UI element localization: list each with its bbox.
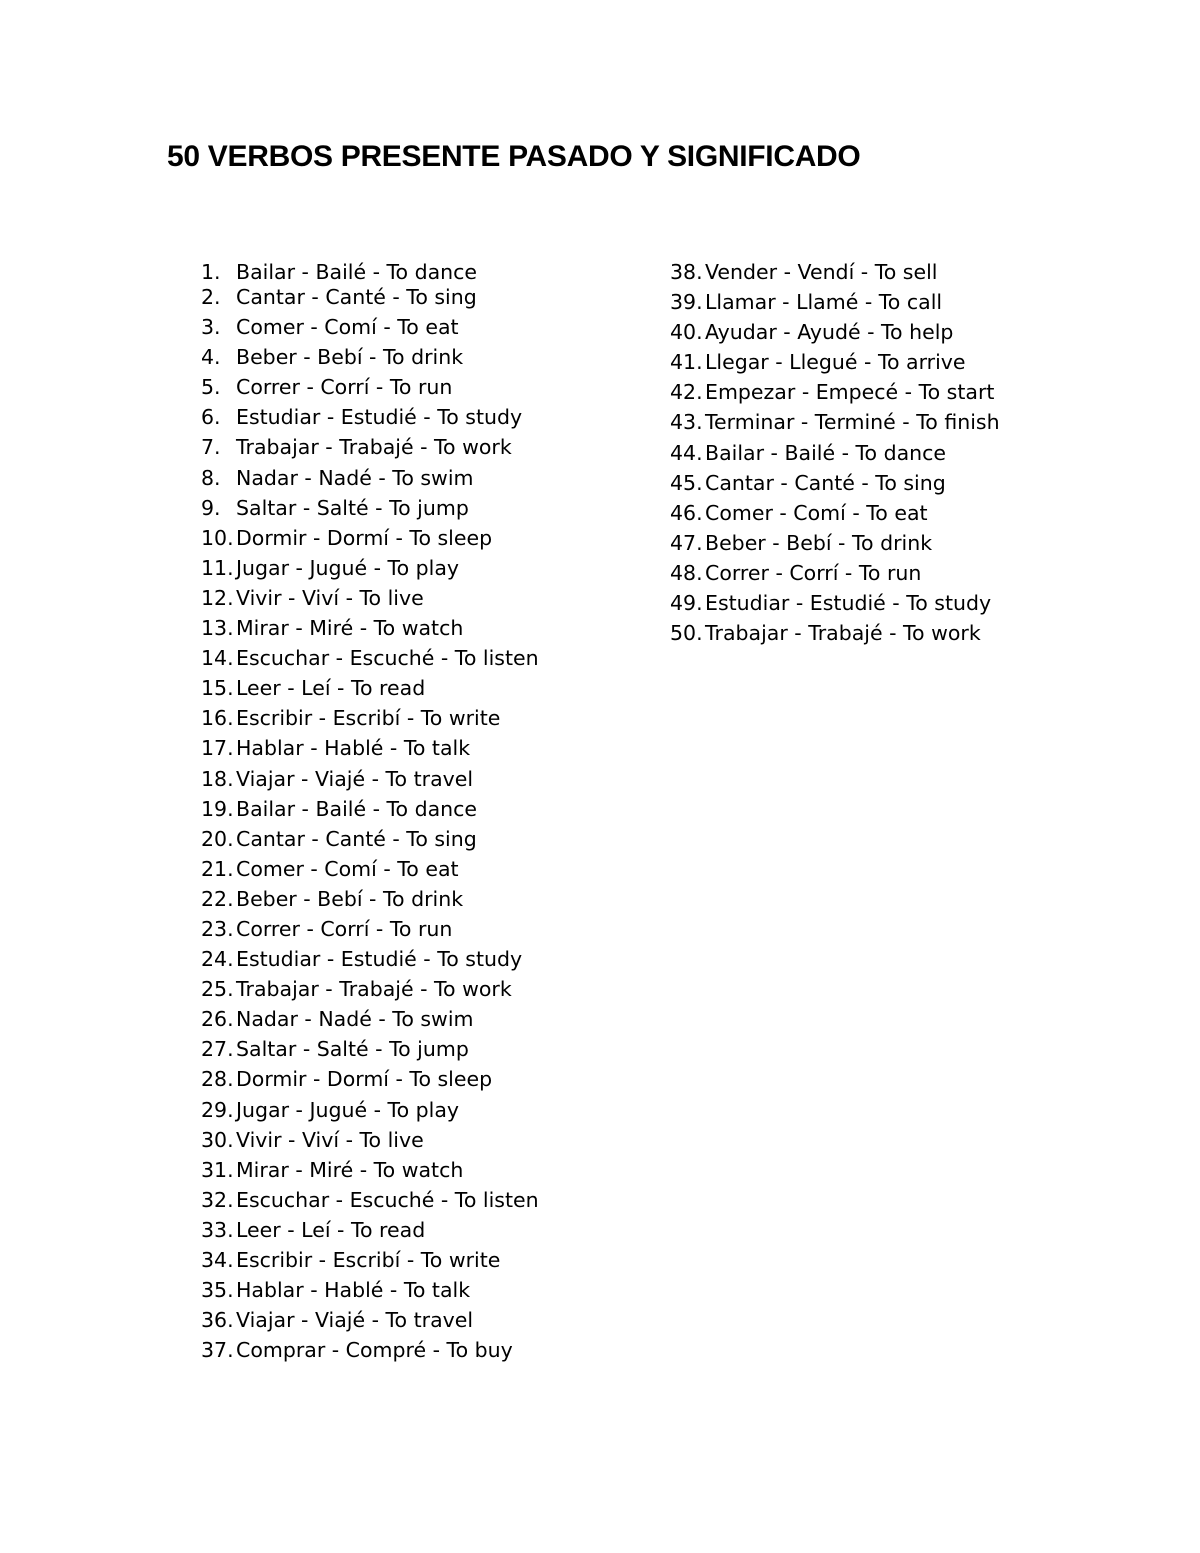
list-item	[670, 377, 1170, 407]
list-item-number: 46.	[670, 500, 703, 525]
list-item-number: 2.	[201, 285, 221, 309]
list-item-number: 19.	[201, 796, 234, 821]
list-item	[201, 1335, 661, 1365]
list-item-number: 27.	[201, 1037, 234, 1062]
list-item	[201, 1034, 661, 1064]
list-item	[670, 407, 1170, 437]
list-item-text: Cantar - Canté - To sing	[236, 285, 477, 309]
list-item-text: Leer - Leí - To read	[236, 1217, 426, 1242]
list-item-text: Bailar - Bailé - To dance	[236, 260, 478, 284]
list-item-number: 13.	[201, 616, 234, 641]
list-item	[670, 317, 1170, 347]
list-item-number: 30.	[201, 1127, 234, 1152]
list-item-text: Escribir - Escribí - To write	[236, 1248, 501, 1272]
list-item-text: Mirar - Miré - To watch	[236, 1157, 464, 1182]
list-item	[201, 1095, 661, 1125]
list-item	[201, 257, 661, 282]
list-item-text: Escuchar - Escuché - To listen	[236, 1187, 539, 1212]
page-title: 50 VERBOS PRESENTE PASADO Y SIGNIFICADO	[167, 140, 861, 173]
list-item-number: 45.	[670, 470, 703, 495]
list-item	[201, 884, 661, 914]
list-item	[201, 643, 661, 673]
list-item-number: 24.	[201, 947, 234, 972]
list-item-number: 29.	[201, 1097, 234, 1122]
list-item-number: 32.	[201, 1187, 234, 1212]
list-item	[201, 1155, 661, 1185]
list-item-text: Trabajar - Trabajé - To work	[236, 977, 512, 1002]
list-item-number: 25.	[201, 977, 234, 1002]
list-item-text: Escribir - Escribí - To write	[236, 706, 501, 731]
list-item-text: Terminar - Terminé - To finish	[705, 410, 1000, 435]
list-item	[201, 463, 661, 493]
list-item-number: 43.	[670, 410, 703, 435]
list-item-text: Bailar - Bailé - To dance	[236, 796, 478, 821]
list-item-number: 6.	[201, 405, 221, 430]
list-item-number: 33.	[201, 1217, 234, 1242]
list-item-text: Bailar - Bailé - To dance	[705, 440, 947, 465]
list-item-text: Leer - Leí - To read	[236, 676, 426, 701]
list-item	[670, 257, 1170, 287]
list-item	[201, 673, 661, 703]
list-item-text: Saltar - Salté - To jump	[236, 1037, 469, 1062]
list-item-text: Viajar - Viajé - To travel	[236, 766, 474, 791]
list-item-number: 16.	[201, 706, 234, 731]
list-item-number: 28.	[201, 1067, 234, 1092]
list-item	[201, 1245, 661, 1275]
list-item	[201, 493, 661, 523]
list-item	[201, 1275, 661, 1305]
list-item-text: Llamar - Llamé - To call	[705, 290, 943, 315]
list-item-number: 41.	[670, 350, 703, 375]
list-item-text: Mirar - Miré - To watch	[236, 616, 464, 641]
list-item	[201, 794, 661, 824]
list-item-text: Estudiar - Estudié - To study	[236, 947, 523, 972]
list-item-number: 36.	[201, 1308, 234, 1333]
list-item-text: Hablar - Hablé - To talk	[236, 736, 471, 761]
list-item-number: 50.	[670, 621, 703, 646]
list-item	[201, 402, 661, 432]
list-item	[201, 1305, 661, 1335]
list-item	[201, 312, 661, 342]
list-item	[670, 438, 1170, 468]
list-item-number: 5.	[201, 375, 221, 400]
list-item-text: Correr - Corrí - To run	[705, 560, 922, 585]
list-item-number: 35.	[201, 1278, 234, 1303]
list-item	[201, 854, 661, 884]
list-item-number: 42.	[670, 380, 703, 405]
list-item	[670, 588, 1170, 618]
list-item-number: 31.	[201, 1157, 234, 1182]
list-item	[670, 618, 1170, 648]
list-item-number: 11.	[201, 555, 234, 580]
list-item-text: Comer - Comí - To eat	[236, 315, 459, 340]
list-item	[201, 974, 661, 1004]
list-item-number: 14.	[201, 646, 234, 671]
list-item-text: Comprar - Compré - To buy	[236, 1338, 513, 1363]
list-item-number: 47.	[670, 530, 703, 555]
list-item-text: Vivir - Viví - To live	[236, 585, 424, 610]
list-item	[201, 613, 661, 643]
verb-list-left-column	[201, 257, 661, 1365]
list-item-text: Hablar - Hablé - To talk	[236, 1278, 471, 1303]
list-item-text: Dormir - Dormí - To sleep	[236, 525, 493, 550]
list-item-text: Nadar - Nadé - To swim	[236, 465, 474, 490]
list-item-text: Correr - Corrí - To run	[236, 375, 453, 400]
list-item-text: Vender - Vendí - To sell	[705, 260, 938, 284]
list-item	[201, 432, 661, 462]
list-item-number: 8.	[201, 465, 221, 490]
list-item	[670, 287, 1170, 317]
list-item-number: 1.	[201, 260, 221, 284]
list-item-text: Comer - Comí - To eat	[705, 500, 928, 525]
list-item-number: 48.	[670, 560, 703, 585]
list-item-number: 44.	[670, 440, 703, 465]
list-item-text: Cantar - Canté - To sing	[236, 826, 477, 851]
list-item-text: Ayudar - Ayudé - To help	[705, 320, 954, 345]
list-item-text: Estudiar - Estudié - To study	[236, 405, 523, 430]
list-item-number: 4.	[201, 345, 221, 370]
list-item-text: Jugar - Jugué - To play	[236, 555, 460, 580]
list-item	[201, 733, 661, 763]
list-item-number: 3.	[201, 315, 221, 340]
list-item	[201, 1215, 661, 1245]
list-item-text: Jugar - Jugué - To play	[236, 1097, 460, 1122]
list-item	[201, 1125, 661, 1155]
list-item-text: Empezar - Empecé - To start	[705, 380, 995, 405]
list-item-text: Dormir - Dormí - To sleep	[236, 1067, 493, 1092]
list-item-text: Beber - Bebí - To drink	[705, 530, 933, 555]
list-item-number: 22.	[201, 886, 234, 911]
list-item-number: 40.	[670, 320, 703, 345]
list-item	[201, 282, 661, 312]
list-item-number: 23.	[201, 916, 234, 941]
list-item-number: 21.	[201, 856, 234, 881]
list-item-text: Beber - Bebí - To drink	[236, 886, 464, 911]
list-item	[201, 824, 661, 854]
list-item	[201, 583, 661, 613]
list-item-number: 15.	[201, 676, 234, 701]
list-item-text: Saltar - Salté - To jump	[236, 495, 469, 520]
list-item-text: Trabajar - Trabajé - To work	[705, 621, 981, 646]
list-item	[201, 553, 661, 583]
list-item-text: Vivir - Viví - To live	[236, 1127, 424, 1152]
list-item-number: 49.	[670, 591, 703, 616]
list-item-number: 9.	[201, 495, 221, 520]
list-item	[670, 347, 1170, 377]
list-item-number: 10.	[201, 525, 234, 550]
list-item-text: Cantar - Canté - To sing	[705, 470, 946, 495]
list-item-text: Trabajar - Trabajé - To work	[236, 435, 512, 460]
list-item	[670, 468, 1170, 498]
list-item-number: 18.	[201, 766, 234, 791]
list-item-text: Escuchar - Escuché - To listen	[236, 646, 539, 671]
list-item	[201, 1185, 661, 1215]
verb-list-right-column	[670, 257, 1170, 648]
list-item-number: 26.	[201, 1007, 234, 1032]
list-item	[201, 1004, 661, 1034]
list-item-number: 39.	[670, 290, 703, 315]
list-item-text: Nadar - Nadé - To swim	[236, 1007, 474, 1032]
list-item	[201, 1064, 661, 1094]
list-item-number: 38.	[670, 260, 703, 284]
list-item	[201, 372, 661, 402]
list-item-number: 20.	[201, 826, 234, 851]
list-item-text: Estudiar - Estudié - To study	[705, 591, 992, 616]
list-item-number: 34.	[201, 1248, 234, 1272]
list-item	[201, 944, 661, 974]
list-item	[670, 558, 1170, 588]
list-item-number: 12.	[201, 585, 234, 610]
list-item-text: Beber - Bebí - To drink	[236, 345, 464, 370]
list-item	[201, 914, 661, 944]
list-item-text: Viajar - Viajé - To travel	[236, 1308, 474, 1333]
list-item-text: Comer - Comí - To eat	[236, 856, 459, 881]
list-item	[670, 528, 1170, 558]
list-item-number: 7.	[201, 435, 221, 460]
list-item-number: 17.	[201, 736, 234, 761]
list-item	[201, 523, 661, 553]
list-item	[201, 703, 661, 733]
list-item-number: 37.	[201, 1338, 234, 1363]
list-item	[201, 342, 661, 372]
list-item	[201, 764, 661, 794]
list-item-text: Llegar - Llegué - To arrive	[705, 350, 966, 375]
list-item	[670, 498, 1170, 528]
list-item-text: Correr - Corrí - To run	[236, 916, 453, 941]
